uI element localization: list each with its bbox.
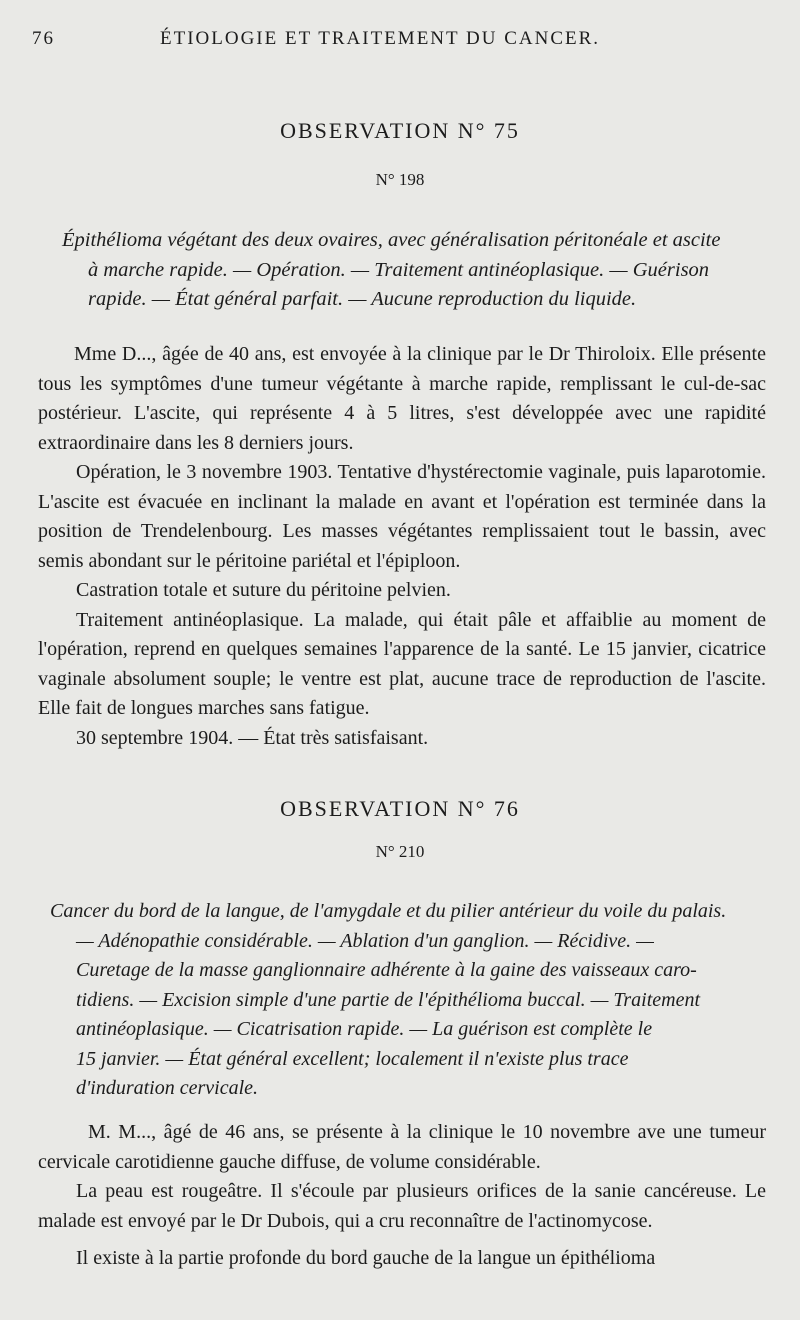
paragraph: Mme D..., âgée de 40 ans, est envoyée à la clinique par le Dr Thiroloix. Elle présente tous les symptômes d'une tumeur végétante à marche rapide, remplissant le cul-de-sac postérieur. L'ascite, qui représente 4 à 5 litres, s'est développée avec une rapidité extraordinaire dans les 8 derniers jours. — [38, 343, 766, 454]
paragraph: M. M..., âgé de 46 ans, se présente à la clinique le 10 novembre ave une tumeur cervicale carotidienne gauche diffuse, de volume considérable. — [38, 1121, 766, 1173]
summary-line: antinéoplasique. — Cicatrisation rapide. — La guérison est complète le — [76, 1018, 653, 1040]
observation-75-heading: OBSERVATION N° 75 — [280, 118, 520, 143]
observation-76-body — [38, 1118, 766, 1274]
observation-75-body — [38, 340, 766, 753]
observation-76-summary — [50, 897, 760, 1104]
paragraph: Il existe à la partie profonde du bord gauche de la langue un épithélioma — [76, 1247, 656, 1269]
summary-line: — Adénopathie considérable. — Ablation d'un ganglion. — Récidive. — — [76, 929, 654, 952]
running-title: ÉTIOLOGIE ET TRAITEMENT DU CANCER. — [160, 28, 601, 49]
summary-line: d'induration cervicale. — [76, 1077, 259, 1099]
observation-75-number: N° 198 — [375, 170, 425, 189]
paragraph: Castration totale et suture du péritoine pelvien. — [76, 579, 451, 601]
summary-line: Épithélioma végétant des deux ovaires, avec généralisation péritonéale et ascite — [62, 229, 721, 251]
paragraph: 30 septembre 1904. — État très satisfaisant. — [76, 726, 429, 749]
observation-76-number: N° 210 — [375, 842, 425, 861]
page-number: 76 — [32, 28, 55, 49]
summary-line: Curetage de la masse ganglionnaire adhérente à la gaine des vaisseaux caro- — [76, 959, 697, 981]
running-head — [32, 28, 770, 54]
paragraph: La peau est rougeâtre. Il s'écoule par plusieurs orifices de la sanie cancéreuse. Le malade est envoyé par le Dr Dubois, qui a cru reconnaître de l'actinomycose. — [38, 1180, 766, 1232]
paragraph: Opération, le 3 novembre 1903. Tentative d'hystérectomie vaginale, puis laparotomie. L'ascite est évacuée en inclinant la malade en avant et l'opération est terminée dans la position de Trendelenbourg. Les masses végétantes remplissaient tout le bassin, avec semis abondant sur le péritoine pariétal et l'épiploon. — [38, 461, 766, 572]
paragraph: Traitement antinéoplasique. La malade, qui était pâle et affaiblie au moment de l'opération, reprend en quelques semaines l'apparence de la santé. Le 15 janvier, cicatrice vaginale absolument souple; le ventre est plat, aucune trace de reproduction de l'ascite. Elle fait de longues marches sans fatigue. — [38, 608, 766, 719]
observation-76-heading: OBSERVATION N° 76 — [280, 796, 520, 821]
observation-75-summary — [62, 226, 760, 315]
summary-line: Cancer du bord de la langue, de l'amygdale et du pilier antérieur du voile du palais. — [50, 900, 727, 922]
summary-line: 15 janvier. — État général excellent; localement il n'existe plus trace — [76, 1047, 629, 1070]
summary-line: tidiens. — Excision simple d'une partie de l'épithélioma buccal. — Traitement — [76, 988, 701, 1011]
summary-line: rapide. — État général parfait. — Aucune reproduction du liquide. — [88, 288, 637, 310]
summary-line: à marche rapide. — Opération. — Traitement antinéoplasique. — Guérison — [88, 258, 710, 281]
